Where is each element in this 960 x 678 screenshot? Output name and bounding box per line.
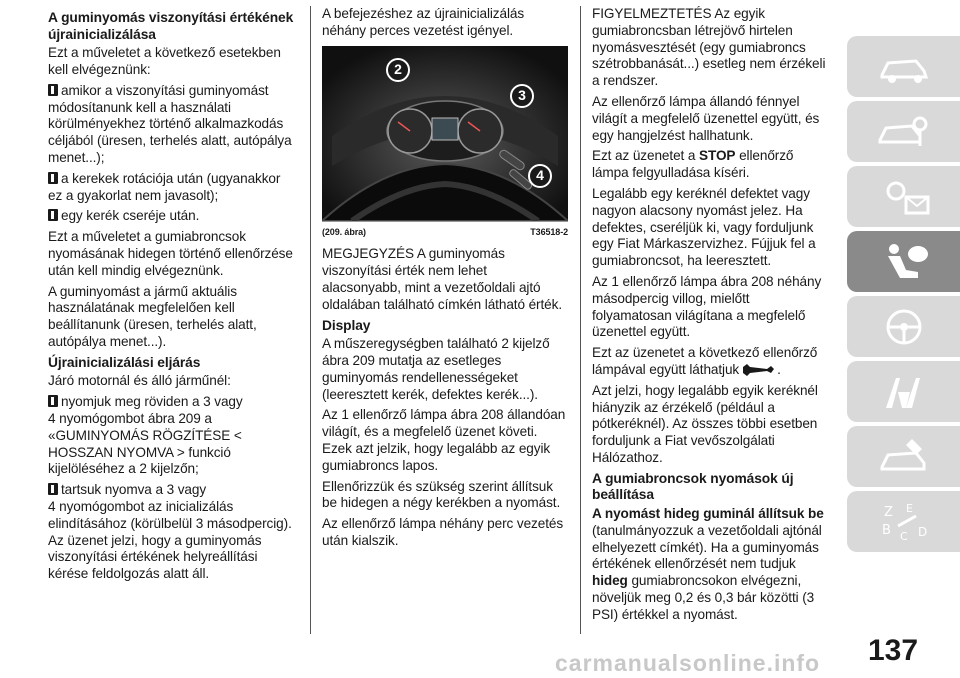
chapter-tabs — [847, 36, 960, 556]
paragraph: 4 nyomógombot ábra 209 a «GUMINYOMÁS RÖGZÍTÉSE < HOSSZAN NYOMVA > funkció kijelöléséhez a 2 kijelzőn; — [48, 410, 242, 477]
section-heading-display: Display — [322, 317, 371, 333]
paragraph: Ellenőrizzük és szükség szerint állítsuk be hidegen a négy kerékben a nyomást. — [322, 478, 561, 511]
paragraph: Azt jelzi, hogy legalább egyik keréknél hiányzik az érzékelő (például a pótkeréknél). Az összes többi esetben forduljunk a Fiat vevőszolgálati Hálózathoz. — [592, 382, 818, 465]
technical-data-icon — [876, 500, 932, 544]
car-key-icon — [876, 110, 932, 154]
figure-label: (209. ábra) — [322, 226, 366, 237]
wrench-icon — [741, 363, 775, 377]
bullet-icon — [48, 395, 58, 407]
tab-technical-data[interactable] — [847, 491, 960, 552]
car-dashboard-icon — [876, 45, 932, 89]
paragraph: Az 1 ellenőrző lámpa ábra 208 állandóan világít, és a megfelelő üzenet követi. Ezek azt jelzik, hogy legalább az egyik gumiabroncs lapos. — [322, 407, 566, 473]
bullet-item: amikor a viszonyítási guminyomást módosítanunk kell a használati körülményekhez történő alkalmazkodás céljából (üresen, terhelés alatt, autópálya menet...); — [48, 82, 292, 165]
svg-text:Z: Z — [883, 504, 893, 520]
column-2 — [322, 6, 568, 554]
paragraph: Ezt az üzenetet a következő ellenőrző lámpával együtt láthatjuk . — [592, 345, 818, 377]
paragraph: Ezt az üzenetet a STOP ellenőrző lámpa felgyulladása kíséri. — [592, 148, 794, 181]
paragraph: 4 nyomógombot az inicializálás elindításához (körülbelül 3 másodpercig). Az üzenet jelzi, hogy a guminyomás viszonyítási értékének helyreállítási kérése feldolgozás alatt áll. — [48, 498, 292, 582]
page-number: 137 — [868, 634, 919, 667]
svg-text:C: C — [899, 529, 908, 543]
svg-text:D: D — [917, 524, 927, 539]
callout-3: 3 — [510, 84, 534, 108]
bullet-item: tartsuk nyomva a 3 vagy — [48, 482, 298, 499]
bullet-icon — [48, 483, 58, 495]
paragraph: FIGYELMEZTETÉS Az egyik gumiabroncsban létrejövő hirtelen nyomásvesztését (egy gumiabroncs szétrobbanását...) esetleg nem érzékeli a rendszer. — [592, 6, 826, 89]
tab-maintenance[interactable] — [847, 426, 960, 487]
section-heading-new-pressure: A gumiabroncsok nyomások új beállítása — [592, 470, 794, 503]
paragraph: Legalább egy keréknél defektet vagy nagyon alacsony nyomást jelez. Ha defektes, cseréljük ki, vagy forduljunk egy Fiat Márkaszervizhez. Fújjuk fel a gumiabroncsot, ha leeresztett. — [592, 185, 816, 269]
figure-code: T36518-2 — [530, 226, 568, 237]
paragraph: A befejezéshez az újrainicializálás néhány perces vezetést igényel. — [322, 6, 525, 38]
tab-emergency[interactable] — [847, 361, 960, 422]
bullet-item: a kerekek rotációja után (ugyanakkor ez a gyakorlat nem javasolt); — [48, 170, 281, 203]
steering-wheel-icon — [876, 305, 932, 349]
paragraph: Az ellenőrző lámpa állandó fénnyel világít a megfelelő üzenettel együtt, és egy hangjelzést hallhatunk. — [592, 93, 820, 143]
svg-text:B: B — [881, 522, 891, 538]
bullet-icon — [48, 84, 58, 96]
bullet-item: egy kerék cseréje után. — [48, 208, 298, 225]
paragraph: Az ellenőrző lámpa néhány perc vezetés után kialszik. — [322, 516, 564, 548]
column-divider — [310, 6, 311, 634]
bullet-icon — [48, 172, 58, 184]
paragraph: Ezt a műveletet a következő esetekben kell elvégeznünk: — [48, 45, 281, 77]
stop-label: STOP — [699, 148, 736, 164]
paragraph: A guminyomást a jármű aktuális használatának megfelelően kell beállítanunk (üresen, terhelés alatt, autópálya menet...). — [48, 283, 257, 349]
car-service-icon — [876, 435, 932, 479]
tab-warning-lights[interactable] — [847, 166, 960, 227]
column-1 — [48, 6, 298, 587]
tab-safety[interactable] — [847, 231, 960, 292]
column-divider — [580, 6, 581, 634]
section-heading-reinit: A guminyomás viszonyítási értékének újrainicializálása — [48, 10, 294, 42]
figure-caption — [322, 224, 568, 241]
paragraph: A nyomást hideg guminál állítsuk be (tanulmányozzuk a vezetőoldali ajtónál elhelyezett címkét). Ha a guminyomás értékének ellenőrzését nem tudjuk hideg gumiabroncsokon elvégezni, növeljük meg 0,2 és 0,3 bár közötti (3 PSI) értékkel a nyomást. — [592, 505, 824, 622]
tab-dashboard[interactable] — [847, 36, 960, 97]
airbag-seat-icon — [876, 240, 932, 284]
instrument-cluster-image — [322, 46, 568, 221]
paragraph: Ezt a műveletet a gumiabroncsok nyomásának hidegen történő ellenőrzése után kell mindig elvégeznünk. — [48, 229, 293, 278]
dashboard-figure — [322, 46, 568, 222]
warning-lights-icon — [876, 175, 932, 219]
paragraph: A műszeregységben található 2 kijelző ábra 209 mutatja az esetleges guminyomás rendellenességeket (leeresztett kerék, defektes kerék...). — [322, 336, 550, 402]
tab-starting-driving[interactable] — [847, 296, 960, 357]
paragraph: Járó motornál és álló járműnél: — [48, 373, 231, 389]
callout-2: 2 — [386, 58, 410, 82]
section-heading-procedure: Újrainicializálási eljárás — [48, 354, 201, 370]
paragraph: MEGJEGYZÉS A guminyomás viszonyítási érték nem lehet alacsonyabb, mint a vezetőoldali ajtó oldalában található címkén látható érték. — [322, 246, 562, 312]
column-3 — [592, 6, 828, 623]
breakdown-icon — [876, 370, 932, 414]
watermark: carmanualsonline.info — [555, 650, 821, 676]
svg-text:E: E — [905, 501, 913, 515]
tab-car-knowledge[interactable] — [847, 101, 960, 162]
paragraph: Az 1 ellenőrző lámpa ábra 208 néhány másodpercig villog, mielőtt folyamatosan világítana a megfelelő üzenettel együtt. — [592, 273, 822, 340]
bullet-icon — [48, 209, 58, 221]
bullet-item: nyomjuk meg röviden a 3 vagy — [48, 394, 298, 411]
callout-4: 4 — [528, 164, 552, 188]
